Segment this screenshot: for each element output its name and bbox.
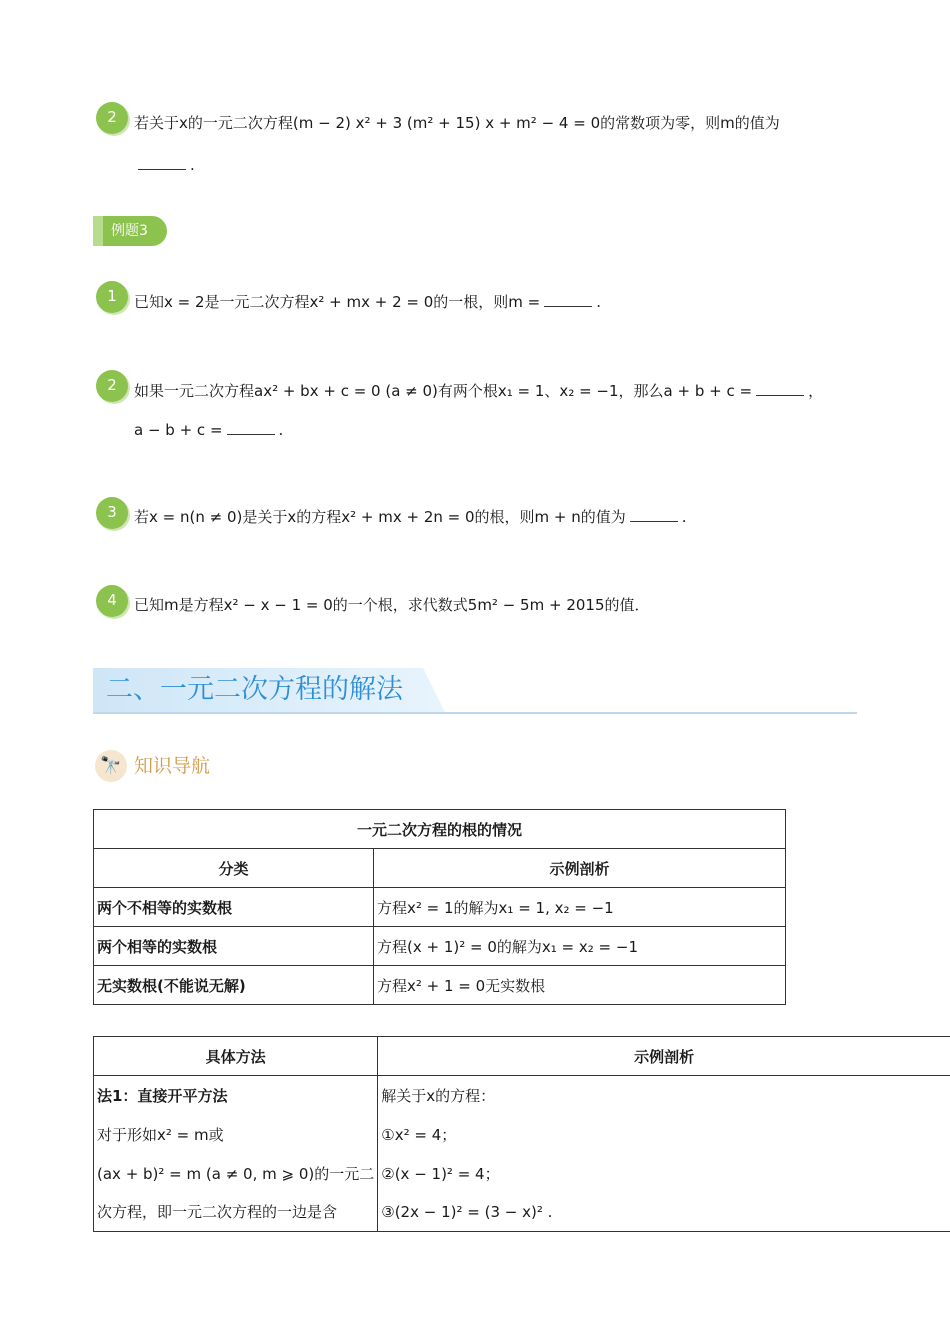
question-text: 已知m是方程x² − x − 1 = 0的一个根，求代数式5m² − 5m + 2015的值．: [134, 596, 650, 614]
table-cell: 两个不相等的实数根: [94, 888, 374, 927]
example-tag: 例题3: [93, 216, 167, 246]
question-text-line2: [134, 420, 283, 440]
question-body: a − b + c =: [134, 421, 223, 439]
punctuation: ，: [808, 382, 824, 400]
knowledge-nav-title: 知识导航: [134, 755, 211, 777]
table-cell: 次方程，即一元二次方程的一边是含: [94, 1193, 378, 1232]
question-text: [134, 292, 601, 312]
question-text: [134, 507, 687, 527]
question-body: 如果一元二次方程ax² + bx + c = 0 (a ≠ 0)有两个根x₁ = 1、x₂ = −1，那么a + b + c =: [134, 382, 753, 400]
section-divider: [93, 712, 857, 714]
answer-line: [134, 155, 195, 175]
table-cell: 解关于x的方程：: [378, 1076, 950, 1115]
question-number-badge: 4: [96, 585, 128, 617]
question-body: 若x = n(n ≠ 0)是关于x的方程x² + mx + 2n = 0的根，则m + n的值为: [134, 508, 626, 526]
table-row: [94, 888, 786, 927]
table-cell: 法1：直接开平方法: [94, 1076, 378, 1115]
table-row: [94, 927, 786, 966]
table-header: 分类: [94, 849, 374, 888]
question-number-badge: 2: [96, 102, 128, 134]
answer-blank[interactable]: [756, 381, 804, 396]
answer-blank[interactable]: [544, 292, 592, 307]
punctuation: .: [190, 156, 195, 174]
table-header: 具体方法: [94, 1037, 378, 1076]
table-row: [94, 966, 786, 1005]
punctuation: .: [596, 293, 602, 311]
table-header: 示例剖析: [378, 1037, 950, 1076]
table-row: [94, 1115, 950, 1154]
table-cell: ③(2x − 1)² = (3 − x)² .: [378, 1193, 950, 1232]
punctuation: .: [278, 421, 284, 439]
solving-methods-table: [93, 1036, 950, 1232]
table-row: [94, 1154, 950, 1193]
telescope-icon: 🔭: [95, 750, 127, 782]
table-cell: 方程x² + 1 = 0无实数根: [374, 966, 786, 1005]
table-caption: 一元二次方程的根的情况: [94, 810, 786, 849]
table-cell: ②(x − 1)² = 4；: [378, 1154, 950, 1193]
question-number-badge: 3: [96, 497, 128, 529]
table-cell: 对于形如x² = m或: [94, 1115, 378, 1154]
question-body: 已知x = 2是一元二次方程x² + mx + 2 = 0的一根，则m =: [134, 293, 541, 311]
table-cell: 方程x² = 1的解为x₁ = 1, x₂ = −1: [374, 888, 786, 927]
table-cell: 两个相等的实数根: [94, 927, 374, 966]
question-number-badge: 2: [96, 370, 128, 402]
roots-situation-table: [93, 809, 786, 1005]
answer-blank[interactable]: [227, 420, 275, 435]
table-header: 示例剖析: [374, 849, 786, 888]
table-row: [94, 1076, 950, 1115]
answer-blank[interactable]: [138, 155, 186, 170]
question-text: [134, 381, 823, 401]
table-cell: (ax + b)² = m (a ≠ 0, m ⩾ 0)的一元二: [94, 1154, 378, 1193]
punctuation: .: [681, 508, 687, 526]
question-number-badge: 1: [96, 281, 128, 313]
answer-blank[interactable]: [630, 507, 678, 522]
table-row: [94, 1193, 950, 1232]
question-text: 若关于x的一元二次方程(m − 2) x² + 3 (m² + 15) x + m² − 4 = 0的常数项为零，则m的值为: [134, 114, 780, 132]
table-cell: ①x² = 4；: [378, 1115, 950, 1154]
section-title: 二、一元二次方程的解法: [106, 674, 403, 705]
table-cell: 无实数根(不能说无解): [94, 966, 374, 1005]
table-cell: 方程(x + 1)² = 0的解为x₁ = x₂ = −1: [374, 927, 786, 966]
